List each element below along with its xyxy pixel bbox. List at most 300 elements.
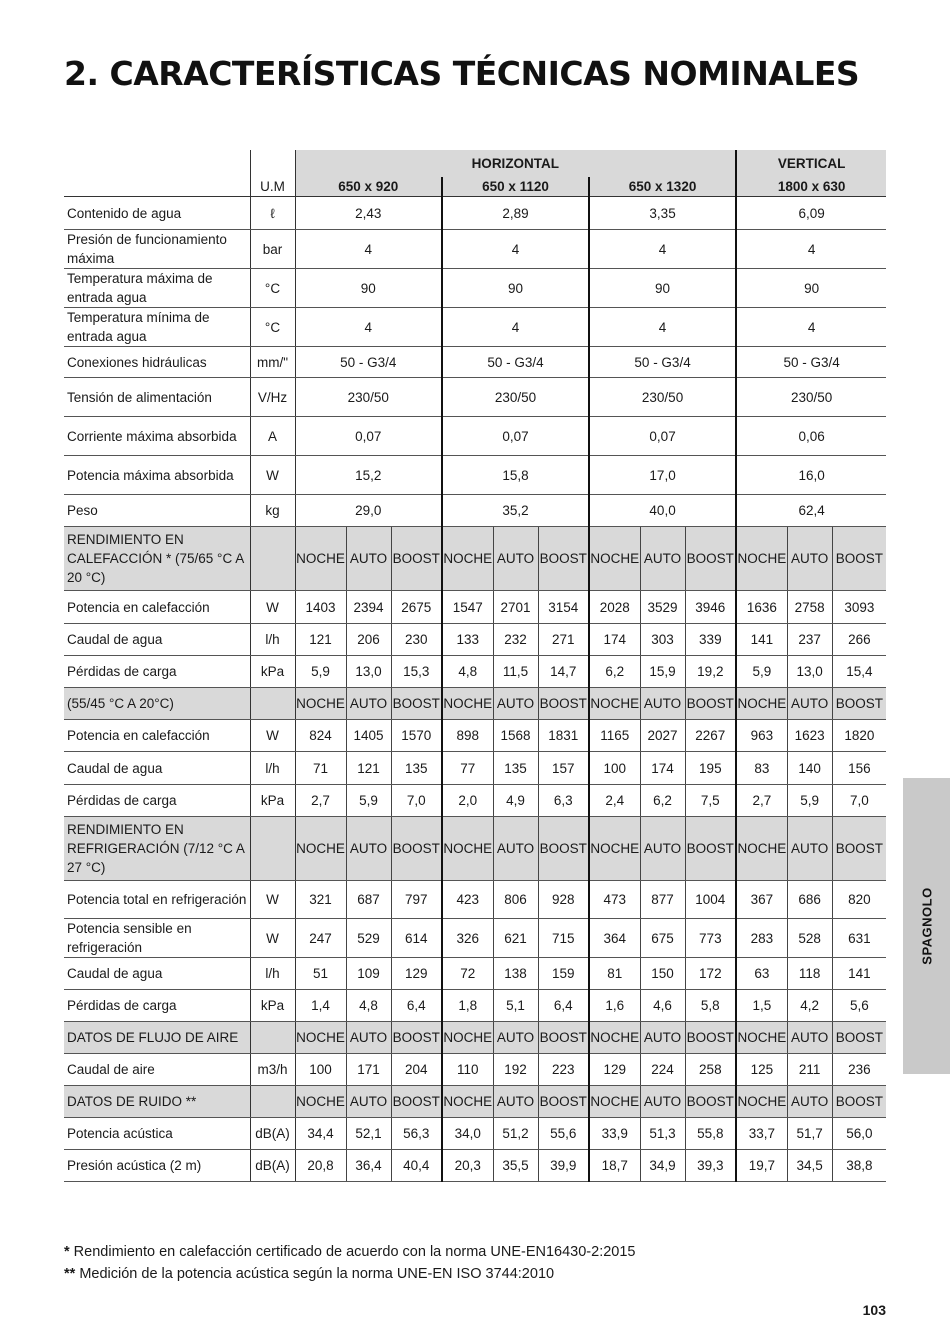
value-cell: 81: [589, 958, 640, 990]
section-unit-blank: [250, 688, 295, 720]
row-unit: °C: [250, 308, 295, 347]
mode-header: BOOST: [538, 688, 589, 720]
value-cell: 4,8: [442, 656, 493, 688]
row-label: Potencia acústica: [64, 1118, 250, 1150]
value-cell: 172: [685, 958, 736, 990]
row-label: Conexiones hidráulicas: [64, 347, 250, 378]
mode-header: AUTO: [787, 688, 832, 720]
value-cell: 2,89: [442, 197, 589, 230]
mode-header: AUTO: [493, 688, 538, 720]
row-label: Potencia total en refrigeración: [64, 881, 250, 919]
row-unit: kPa: [250, 785, 295, 817]
row-unit: W: [250, 591, 295, 624]
value-cell: 5,1: [493, 990, 538, 1022]
row-unit: l/h: [250, 958, 295, 990]
mode-header: BOOST: [685, 1022, 736, 1054]
model-header: 650 x 920: [295, 177, 442, 197]
value-cell: 3,35: [589, 197, 736, 230]
value-cell: 1,6: [589, 990, 640, 1022]
value-cell: 38,8: [832, 1150, 886, 1182]
value-cell: 40,4: [391, 1150, 442, 1182]
page-number: 103: [862, 1302, 886, 1318]
value-cell: 33,9: [589, 1118, 640, 1150]
value-cell: 5,9: [295, 656, 346, 688]
section-heading: RENDIMIENTO EN CALEFACCIÓN * (75/65 °C A 20 °C): [64, 527, 250, 591]
table-row: [64, 785, 886, 817]
value-cell: 230/50: [589, 378, 736, 417]
mode-header: NOCHE: [295, 527, 346, 591]
value-cell: 2,7: [295, 785, 346, 817]
row-unit: °C: [250, 269, 295, 308]
spec-table: [64, 150, 886, 1182]
mode-header: NOCHE: [442, 1086, 493, 1118]
value-cell: 55,8: [685, 1118, 736, 1150]
value-cell: 6,2: [589, 656, 640, 688]
value-cell: 230/50: [736, 378, 886, 417]
mode-header: NOCHE: [295, 688, 346, 720]
value-cell: 266: [832, 624, 886, 656]
value-cell: 423: [442, 881, 493, 919]
value-cell: 4,9: [493, 785, 538, 817]
value-cell: 138: [493, 958, 538, 990]
value-cell: 4: [736, 230, 886, 269]
value-cell: 16,0: [736, 456, 886, 495]
value-cell: 2,7: [736, 785, 787, 817]
value-cell: 715: [538, 919, 589, 958]
value-cell: 15,3: [391, 656, 442, 688]
mode-header: BOOST: [832, 1022, 886, 1054]
mode-header: BOOST: [685, 688, 736, 720]
value-cell: 34,0: [442, 1118, 493, 1150]
mode-header: BOOST: [832, 688, 886, 720]
mode-header: NOCHE: [736, 817, 787, 881]
row-label: Presión de funcionamiento máxima: [64, 230, 250, 269]
value-cell: 1636: [736, 591, 787, 624]
value-cell: 35,5: [493, 1150, 538, 1182]
row-unit: W: [250, 456, 295, 495]
row-unit: dB(A): [250, 1150, 295, 1182]
value-cell: 109: [346, 958, 391, 990]
value-cell: 230/50: [295, 378, 442, 417]
mode-header: AUTO: [787, 1022, 832, 1054]
value-cell: 4,6: [640, 990, 685, 1022]
value-cell: 4: [442, 230, 589, 269]
value-cell: 236: [832, 1054, 886, 1086]
value-cell: 247: [295, 919, 346, 958]
table-row: [64, 417, 886, 456]
section-heading: RENDIMIENTO EN REFRIGERACIÓN (7/12 °C A 27 °C): [64, 817, 250, 881]
value-cell: 157: [538, 752, 589, 785]
value-cell: 877: [640, 881, 685, 919]
table-row: [64, 1118, 886, 1150]
value-cell: 258: [685, 1054, 736, 1086]
value-cell: 2,4: [589, 785, 640, 817]
value-cell: 224: [640, 1054, 685, 1086]
table-row: [64, 197, 886, 230]
value-cell: 50 - G3/4: [442, 347, 589, 378]
value-cell: 36,4: [346, 1150, 391, 1182]
value-cell: 2758: [787, 591, 832, 624]
value-cell: 33,7: [736, 1118, 787, 1150]
table-row: [64, 378, 886, 417]
section-unit-blank: [250, 817, 295, 881]
value-cell: 1004: [685, 881, 736, 919]
section-unit-blank: [250, 1022, 295, 1054]
footnotes: [64, 1241, 635, 1285]
mode-header: BOOST: [685, 527, 736, 591]
row-unit: l/h: [250, 752, 295, 785]
value-cell: 3154: [538, 591, 589, 624]
value-cell: 2028: [589, 591, 640, 624]
value-cell: 686: [787, 881, 832, 919]
mode-header: BOOST: [391, 1086, 442, 1118]
table-row: [64, 230, 886, 269]
mode-header: BOOST: [832, 1086, 886, 1118]
value-cell: 52,1: [346, 1118, 391, 1150]
mode-header: NOCHE: [589, 817, 640, 881]
value-cell: 50 - G3/4: [736, 347, 886, 378]
value-cell: 271: [538, 624, 589, 656]
value-cell: 283: [736, 919, 787, 958]
value-cell: 2,43: [295, 197, 442, 230]
value-cell: 0,07: [589, 417, 736, 456]
mode-header: NOCHE: [295, 1086, 346, 1118]
mode-header: NOCHE: [736, 527, 787, 591]
row-unit: ℓ: [250, 197, 295, 230]
row-unit: m3/h: [250, 1054, 295, 1086]
value-cell: 339: [685, 624, 736, 656]
value-cell: 1623: [787, 720, 832, 752]
value-cell: 6,2: [640, 785, 685, 817]
model-header: 650 x 1120: [442, 177, 589, 197]
section-header-row: [64, 1086, 886, 1118]
value-cell: 1,4: [295, 990, 346, 1022]
footnote-text: Medición de la potencia acústica según la norma UNE-EN ISO 3744:2010: [75, 1266, 555, 1282]
value-cell: 77: [442, 752, 493, 785]
value-cell: 820: [832, 881, 886, 919]
row-unit: W: [250, 881, 295, 919]
value-cell: 614: [391, 919, 442, 958]
row-label: Temperatura máxima de entrada agua: [64, 269, 250, 308]
value-cell: 1405: [346, 720, 391, 752]
row-unit: A: [250, 417, 295, 456]
mode-header: AUTO: [640, 527, 685, 591]
value-cell: 50 - G3/4: [589, 347, 736, 378]
value-cell: 367: [736, 881, 787, 919]
value-cell: 6,3: [538, 785, 589, 817]
mode-header: AUTO: [346, 1086, 391, 1118]
value-cell: 1831: [538, 720, 589, 752]
value-cell: 963: [736, 720, 787, 752]
value-cell: 631: [832, 919, 886, 958]
value-cell: 5,8: [685, 990, 736, 1022]
mode-header: BOOST: [832, 527, 886, 591]
value-cell: 141: [736, 624, 787, 656]
value-cell: 34,9: [640, 1150, 685, 1182]
table-row: [64, 591, 886, 624]
value-cell: 230: [391, 624, 442, 656]
row-label: Caudal de aire: [64, 1054, 250, 1086]
row-label: Contenido de agua: [64, 197, 250, 230]
value-cell: 39,3: [685, 1150, 736, 1182]
row-label: Presión acústica (2 m): [64, 1150, 250, 1182]
table-row: [64, 495, 886, 527]
mode-header: NOCHE: [589, 1086, 640, 1118]
value-cell: 110: [442, 1054, 493, 1086]
table-row: [64, 308, 886, 347]
row-unit: W: [250, 919, 295, 958]
mode-header: NOCHE: [442, 527, 493, 591]
section-header-row: [64, 527, 886, 591]
value-cell: 687: [346, 881, 391, 919]
value-cell: 20,3: [442, 1150, 493, 1182]
value-cell: 51: [295, 958, 346, 990]
value-cell: 321: [295, 881, 346, 919]
value-cell: 125: [736, 1054, 787, 1086]
row-label: Pérdidas de carga: [64, 656, 250, 688]
value-cell: 19,2: [685, 656, 736, 688]
vertical-header: VERTICAL: [736, 150, 886, 177]
value-cell: 174: [589, 624, 640, 656]
row-unit: V/Hz: [250, 378, 295, 417]
row-label: Pérdidas de carga: [64, 990, 250, 1022]
mode-header: AUTO: [346, 1022, 391, 1054]
mode-header: NOCHE: [736, 1022, 787, 1054]
header-blank: [64, 177, 250, 197]
table-row: [64, 1150, 886, 1182]
value-cell: 1820: [832, 720, 886, 752]
row-unit: mm/": [250, 347, 295, 378]
mode-header: AUTO: [787, 527, 832, 591]
row-label: Potencia en calefacción: [64, 591, 250, 624]
row-label: Caudal de agua: [64, 752, 250, 785]
value-cell: 3093: [832, 591, 886, 624]
value-cell: 1403: [295, 591, 346, 624]
mode-header: BOOST: [538, 817, 589, 881]
value-cell: 824: [295, 720, 346, 752]
mode-header: NOCHE: [442, 688, 493, 720]
model-header: 1800 x 630: [736, 177, 886, 197]
value-cell: 6,09: [736, 197, 886, 230]
value-cell: 3529: [640, 591, 685, 624]
mode-header: AUTO: [640, 1022, 685, 1054]
footnote-mark: *: [64, 1244, 70, 1260]
value-cell: 621: [493, 919, 538, 958]
mode-header: NOCHE: [589, 1022, 640, 1054]
value-cell: 159: [538, 958, 589, 990]
value-cell: 4: [589, 308, 736, 347]
value-cell: 121: [295, 624, 346, 656]
value-cell: 898: [442, 720, 493, 752]
mode-header: NOCHE: [442, 817, 493, 881]
value-cell: 5,9: [787, 785, 832, 817]
mode-header: AUTO: [640, 1086, 685, 1118]
row-label: Potencia en calefacción: [64, 720, 250, 752]
section-heading: (55/45 °C A 20°C): [64, 688, 250, 720]
mode-header: NOCHE: [295, 1022, 346, 1054]
value-cell: 90: [589, 269, 736, 308]
row-unit: kg: [250, 495, 295, 527]
value-cell: 51,3: [640, 1118, 685, 1150]
value-cell: 150: [640, 958, 685, 990]
mode-header: BOOST: [391, 688, 442, 720]
value-cell: 20,8: [295, 1150, 346, 1182]
value-cell: 797: [391, 881, 442, 919]
value-cell: 0,07: [295, 417, 442, 456]
value-cell: 2027: [640, 720, 685, 752]
value-cell: 18,7: [589, 1150, 640, 1182]
mode-header: NOCHE: [589, 527, 640, 591]
value-cell: 4: [295, 230, 442, 269]
header-um-blank: [250, 150, 295, 177]
value-cell: 773: [685, 919, 736, 958]
value-cell: 39,9: [538, 1150, 589, 1182]
row-unit: bar: [250, 230, 295, 269]
table-row: [64, 456, 886, 495]
value-cell: 51,2: [493, 1118, 538, 1150]
value-cell: 1,8: [442, 990, 493, 1022]
value-cell: 7,0: [391, 785, 442, 817]
value-cell: 928: [538, 881, 589, 919]
value-cell: 15,2: [295, 456, 442, 495]
value-cell: 15,8: [442, 456, 589, 495]
value-cell: 4,8: [346, 990, 391, 1022]
mode-header: BOOST: [538, 1022, 589, 1054]
value-cell: 4: [736, 308, 886, 347]
value-cell: 0,07: [442, 417, 589, 456]
value-cell: 14,7: [538, 656, 589, 688]
value-cell: 6,4: [391, 990, 442, 1022]
value-cell: 0,06: [736, 417, 886, 456]
table-row: [64, 624, 886, 656]
row-label: Pérdidas de carga: [64, 785, 250, 817]
value-cell: 34,4: [295, 1118, 346, 1150]
value-cell: 223: [538, 1054, 589, 1086]
table-row: [64, 919, 886, 958]
value-cell: 56,0: [832, 1118, 886, 1150]
value-cell: 135: [493, 752, 538, 785]
value-cell: 118: [787, 958, 832, 990]
value-cell: 237: [787, 624, 832, 656]
value-cell: 204: [391, 1054, 442, 1086]
model-header: 650 x 1320: [589, 177, 736, 197]
row-label: Caudal de agua: [64, 958, 250, 990]
value-cell: 1547: [442, 591, 493, 624]
section-header-row: [64, 817, 886, 881]
footnote-mark: **: [64, 1266, 76, 1282]
table-row: [64, 958, 886, 990]
section-heading: DATOS DE RUIDO **: [64, 1086, 250, 1118]
row-label: Potencia máxima absorbida: [64, 456, 250, 495]
value-cell: 90: [295, 269, 442, 308]
mode-header: AUTO: [640, 688, 685, 720]
value-cell: 55,6: [538, 1118, 589, 1150]
section-unit-blank: [250, 527, 295, 591]
table-row: [64, 752, 886, 785]
table-row: [64, 269, 886, 308]
value-cell: 206: [346, 624, 391, 656]
value-cell: 90: [442, 269, 589, 308]
mode-header: NOCHE: [736, 1086, 787, 1118]
value-cell: 230/50: [442, 378, 589, 417]
value-cell: 2267: [685, 720, 736, 752]
value-cell: 35,2: [442, 495, 589, 527]
mode-header: BOOST: [685, 817, 736, 881]
value-cell: 72: [442, 958, 493, 990]
table-row: [64, 990, 886, 1022]
row-label: Peso: [64, 495, 250, 527]
value-cell: 71: [295, 752, 346, 785]
value-cell: 5,9: [736, 656, 787, 688]
value-cell: 7,0: [832, 785, 886, 817]
mode-header: AUTO: [493, 1086, 538, 1118]
value-cell: 140: [787, 752, 832, 785]
value-cell: 1165: [589, 720, 640, 752]
value-cell: 51,7: [787, 1118, 832, 1150]
value-cell: 100: [295, 1054, 346, 1086]
value-cell: 17,0: [589, 456, 736, 495]
footnote: [64, 1263, 635, 1285]
table-row: [64, 347, 886, 378]
um-header: U.M: [250, 177, 295, 197]
value-cell: 2701: [493, 591, 538, 624]
value-cell: 529: [346, 919, 391, 958]
value-cell: 133: [442, 624, 493, 656]
value-cell: 90: [736, 269, 886, 308]
value-cell: 13,0: [787, 656, 832, 688]
row-unit: kPa: [250, 990, 295, 1022]
value-cell: 4: [295, 308, 442, 347]
section-unit-blank: [250, 1086, 295, 1118]
value-cell: 34,5: [787, 1150, 832, 1182]
value-cell: 171: [346, 1054, 391, 1086]
mode-header: BOOST: [391, 527, 442, 591]
mode-header: AUTO: [640, 817, 685, 881]
mode-header: AUTO: [493, 817, 538, 881]
row-label: Potencia sensible en refrigeración: [64, 919, 250, 958]
value-cell: 473: [589, 881, 640, 919]
row-unit: kPa: [250, 656, 295, 688]
value-cell: 83: [736, 752, 787, 785]
value-cell: 675: [640, 919, 685, 958]
value-cell: 4: [442, 308, 589, 347]
language-label: SPAGNOLO: [919, 887, 934, 965]
row-label: Caudal de agua: [64, 624, 250, 656]
value-cell: 11,5: [493, 656, 538, 688]
value-cell: 528: [787, 919, 832, 958]
mode-header: AUTO: [346, 527, 391, 591]
value-cell: 4,2: [787, 990, 832, 1022]
value-cell: 2394: [346, 591, 391, 624]
value-cell: 129: [391, 958, 442, 990]
value-cell: 1570: [391, 720, 442, 752]
row-label: Corriente máxima absorbida: [64, 417, 250, 456]
value-cell: 15,9: [640, 656, 685, 688]
value-cell: 806: [493, 881, 538, 919]
table-row: [64, 656, 886, 688]
value-cell: 6,4: [538, 990, 589, 1022]
table-row: [64, 720, 886, 752]
mode-header: NOCHE: [295, 817, 346, 881]
mode-header: BOOST: [391, 817, 442, 881]
mode-header: AUTO: [493, 527, 538, 591]
row-unit: l/h: [250, 624, 295, 656]
value-cell: 303: [640, 624, 685, 656]
value-cell: 141: [832, 958, 886, 990]
table-row: [64, 881, 886, 919]
mode-header: NOCHE: [442, 1022, 493, 1054]
footnote: [64, 1241, 635, 1263]
